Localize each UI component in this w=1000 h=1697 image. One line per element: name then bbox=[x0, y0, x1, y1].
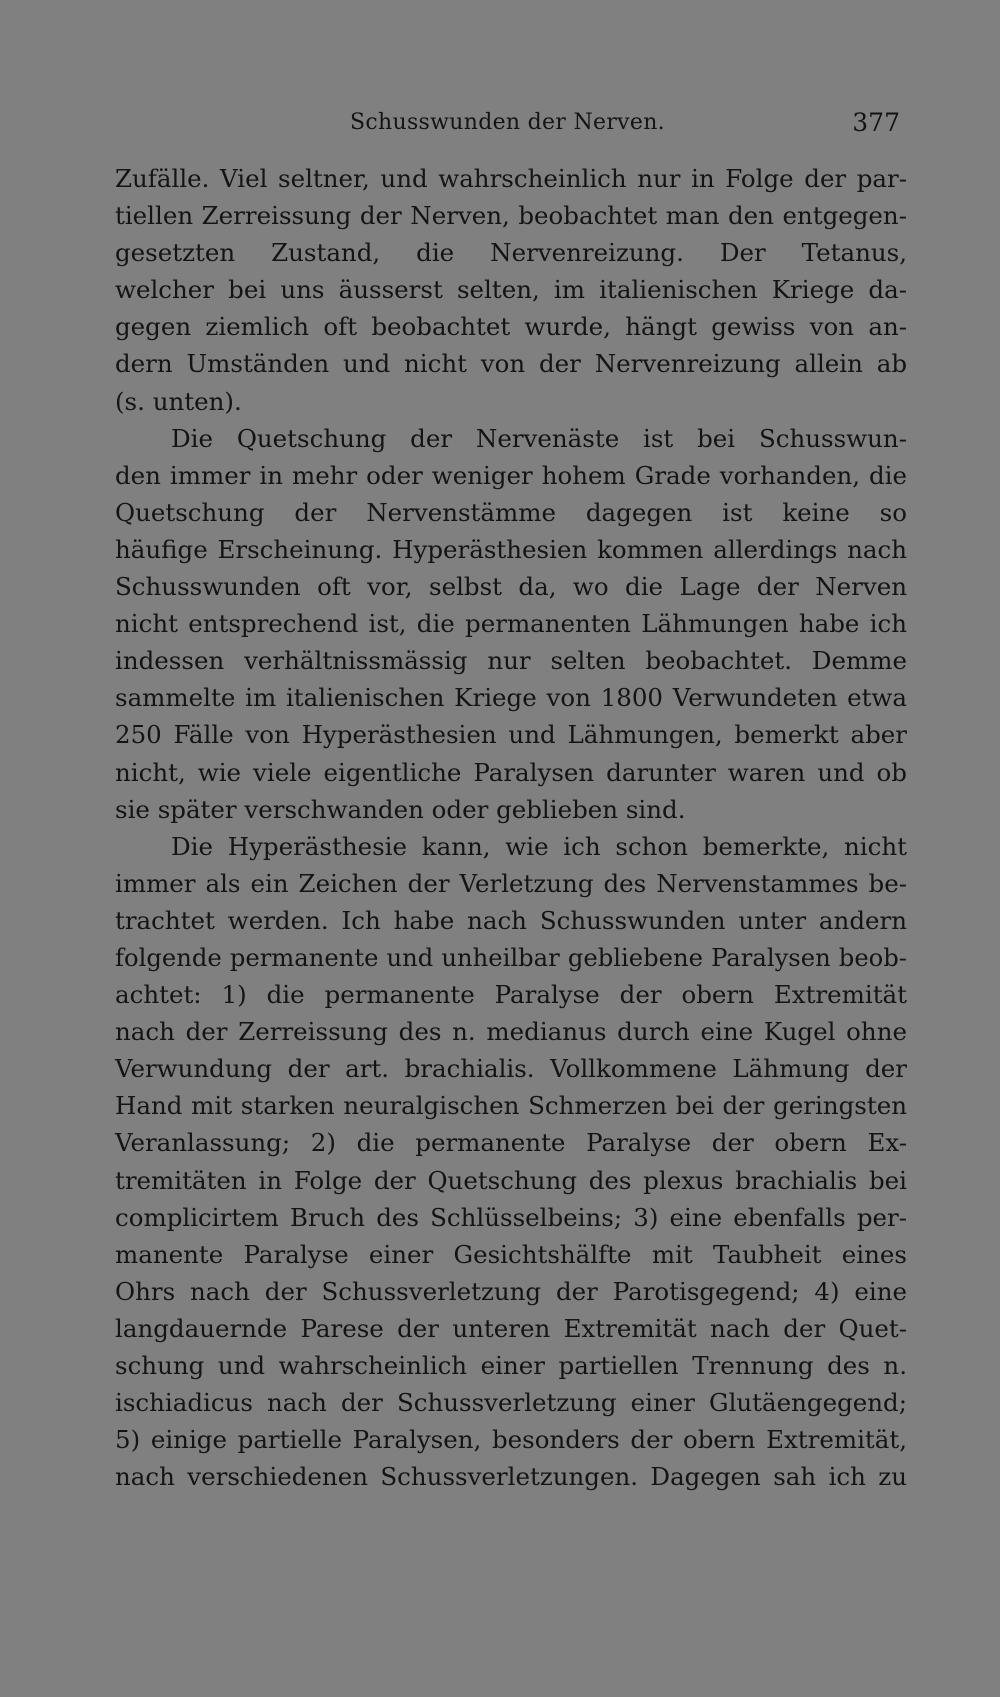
text-line: gegen ziemlich oft beobachtet wurde, hängt gewiss von an- bbox=[115, 312, 907, 342]
text-line: complicirtem Bruch des Schlüsselbeins; 3) eine ebenfalls per- bbox=[115, 1202, 907, 1232]
text-line: häufige Erscheinung. Hyperästhesien kommen allerdings nach bbox=[115, 534, 907, 564]
paragraph bbox=[115, 160, 907, 420]
text-line: (s. unten). bbox=[115, 386, 242, 416]
text-line: nicht entsprechend ist, die permanenten Lähmungen habe ich bbox=[115, 609, 907, 639]
text-line: sie später verschwanden oder geblieben sind. bbox=[115, 794, 686, 824]
text-line: Schusswunden oft vor, selbst da, wo die Lage der Nerven bbox=[115, 572, 907, 602]
text-line: achtet: 1) die permanente Paralyse der obern Extremität bbox=[115, 980, 907, 1010]
text-line: Verwundung der art. brachialis. Vollkommene Lähmung der bbox=[115, 1054, 907, 1084]
body-text bbox=[115, 160, 907, 1495]
text-line: 250 Fälle von Hyperästhesien und Lähmungen, bemerkt aber bbox=[115, 720, 907, 750]
text-line: Hand mit starken neuralgischen Schmerzen bei der geringsten bbox=[115, 1091, 907, 1121]
text-line: dern Umständen und nicht von der Nervenreizung allein ab bbox=[115, 349, 907, 379]
text-line: sammelte im italienischen Kriege von 1800 Verwundeten etwa bbox=[115, 683, 907, 713]
text-line: Zufälle. Viel seltner, und wahrscheinlich nur in Folge der par- bbox=[115, 164, 907, 193]
text-line: Veranlassung; 2) die permanente Paralyse der obern Ex- bbox=[115, 1128, 907, 1158]
text-line: gesetzten Zustand, die Nervenreizung. Der Tetanus, bbox=[115, 238, 907, 268]
text-line: immer als ein Zeichen der Verletzung des Nervenstammes be- bbox=[115, 868, 907, 898]
text-line: Quetschung der Nervenstämme dagegen ist keine so bbox=[115, 497, 907, 527]
text-line: tremitäten in Folge der Quetschung des plexus brachialis bei bbox=[115, 1165, 907, 1195]
text-line: schung und wahrscheinlich einer partiellen Trennung des n. bbox=[115, 1351, 907, 1380]
page-number: 377 bbox=[852, 108, 900, 137]
text-line: manente Paralyse einer Gesichtshälfte mit Taubheit eines bbox=[115, 1239, 907, 1269]
text-line: trachtet werden. Ich habe nach Schusswunden unter andern bbox=[115, 905, 907, 935]
text-line: langdauernde Parese der unteren Extremität nach der Quet- bbox=[115, 1313, 907, 1343]
text-line: indessen verhältnissmässig nur selten beobachtet. Demme bbox=[115, 646, 907, 676]
text-line: 5) einige partielle Paralysen, besonders der obern Extremität, bbox=[115, 1425, 907, 1455]
text-line: Die Hyperästhesie kann, wie ich schon bemerkte, nicht bbox=[171, 831, 907, 861]
text-line: ischiadicus nach der Schussverletzung einer Glutäengegend; bbox=[115, 1388, 907, 1418]
text-line: den immer in mehr oder weniger hohem Grade vorhanden, die bbox=[115, 460, 907, 490]
text-line: welcher bei uns äusserst selten, im italienischen Kriege da- bbox=[115, 275, 907, 305]
text-line: nach verschiedenen Schussverletzungen. Dagegen sah ich zu bbox=[115, 1462, 907, 1492]
text-line: Die Quetschung der Nervenäste ist bei Schusswun- bbox=[171, 423, 907, 453]
running-header bbox=[115, 108, 900, 144]
text-line: nach der Zerreissung des n. medianus durch eine Kugel ohne bbox=[115, 1017, 907, 1047]
text-line: tiellen Zerreissung der Nerven, beobachtet man den entgegen- bbox=[115, 201, 907, 231]
text-line: nicht, wie viele eigentliche Paralysen darunter waren und ob bbox=[115, 757, 907, 787]
text-line: folgende permanente und unheilbar gebliebene Paralysen beob- bbox=[115, 942, 907, 972]
paragraph bbox=[115, 828, 907, 1496]
text-line: Ohrs nach der Schussverletzung der Parotisgegend; 4) eine bbox=[115, 1276, 907, 1306]
paragraph bbox=[115, 420, 907, 828]
running-title: Schusswunden der Nerven. bbox=[350, 110, 665, 135]
